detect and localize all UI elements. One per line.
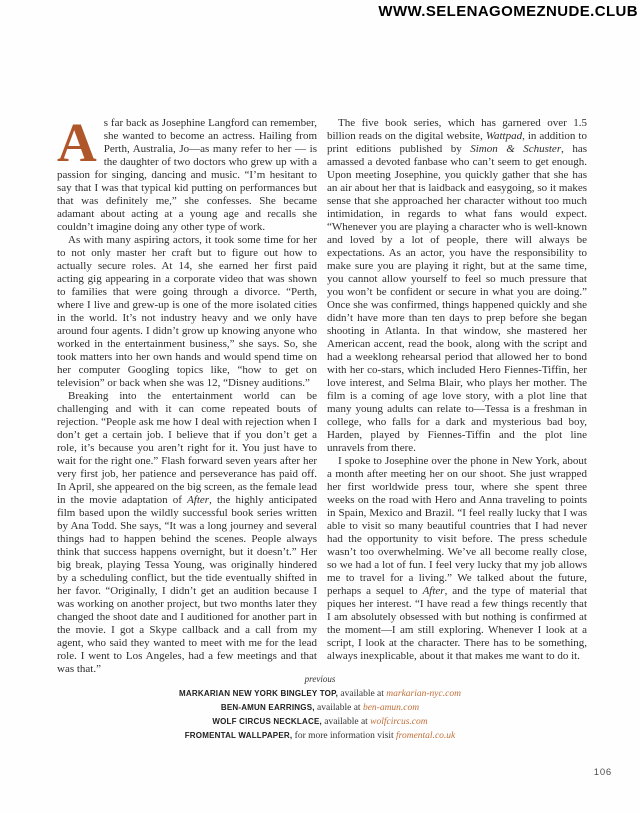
credit-link: markarian-nyc.com <box>386 688 461 699</box>
text-run: I spoke to Josephine over the phone in New York, about a month after meeting her on our shoot. She just wrapped her first worldwide press tour, where she spent three weeks on the road with Hero and Anna traveling to points in Spain, Mexico and Brazil. “I feel really lucky that I was able to visit so many beautiful countries that I had never had the opportunity to visit before. The press schedule wasn’t too overwhelming. We’ve all become really close, so we had a lot of fun. I feel very lucky that my job allows me to travel for a living.” We talked about the future, perhaps a sequel to <box>327 455 587 597</box>
right-column <box>327 117 587 676</box>
watermark-text: WWW.SELENAGOMEZNUDE.CLUB <box>378 3 638 20</box>
italic-text-run: Wattpad <box>485 130 523 142</box>
credit-line <box>0 701 640 715</box>
credit-link: wolfcircus.com <box>370 716 428 727</box>
italic-text-run: After <box>422 585 445 597</box>
text-run: Breaking into the entertainment world can be challenging and with it can come repeated bouts of rejection. “People ask me how I deal with rejection when I don’t get a certain job. I believe that if you don’t get a role, it’s because you aren’t right for it. You just have to wait for the right one.” Flash forward seven years after her very first job, her patience and perseverance has paid off. In April, she appeared on the big screen, as the female lead in the movie adaptation of <box>57 390 317 506</box>
credit-text: available at <box>314 702 363 713</box>
text-run: , and the type of material that piques her interest. “I have read a few things recently that I am absolutely obsessed with but nothing is confirmed at the moment—I am still exploring. Whenever I look at a script, I look at the character. There has to be something, always inexplicable, about it that makes me want to do it. <box>327 585 588 662</box>
page-number: 106 <box>593 767 612 778</box>
credit-item-name: FROMENTAL WALLPAPER, <box>184 730 293 740</box>
credit-text: available at <box>338 688 387 699</box>
text-run: The five book series, which has garnered over 1.5 billion reads on the digital website, <box>327 117 587 142</box>
credit-text: for more information visit <box>292 730 396 741</box>
paragraph <box>327 117 587 455</box>
credit-line <box>0 729 640 743</box>
text-run: s far back as Josephine Langford can remember, she wanted to become an actress. Hailing from Perth, Australia, Jo—as many refer to her — is the daughter of two doctors who grew up with a passion for singing, dancing and music. “I’m hesitant to say that I was that typical kid putting on performances but that was definitely me,” she confesses. She became adamant about acting at a young age and recalls she couldn’t imagine doing any other type of work. <box>57 117 317 233</box>
credit-line <box>0 687 640 701</box>
credits-block <box>0 673 640 743</box>
text-run: As with many aspiring actors, it took some time for her to not only master her craft but to figure out how to actually secure roles. At 14, she earned her first paid acting gig appearing in a corporate video that was shown to families that were going through a divorce. “Perth, where I live and grew-up is one of the more isolated cities in the world. It’s not industry heavy and we only have around four agents. I didn’t grow up knowing anyone who worked in the entertainment business,” she says. So, she took matters into her own hands and would spend time on her computer Googling topics like, “how to get on television” or back when she was 12, “Disney auditions.” <box>57 234 317 389</box>
text-run: , the highly anticipated film based upon the wildly successful book series written by Ana Todd. She says, “It was a long journey and several things had to happen behind the scenes. People always think that success happens overnight, but it doesn’t.” Her big break, playing Tessa Young, was originally hindered by a scheduling conflict, but the tide eventually shifted in her favor. “Originally, I didn’t get an audition because I was working on another project, but two months later they changed the shoot date and I auditioned for another part in the movie. I got a Skype callback and a call from my agent, who said they wanted to meet with me for the lead role. I went to Los Angeles, had a few meetings and that was that.” <box>57 494 317 675</box>
credit-item-name: BEN-AMUN EARRINGS, <box>220 702 315 712</box>
italic-text-run: Simon & Schuster <box>470 143 562 155</box>
paragraph <box>57 390 317 676</box>
article-body <box>57 112 588 676</box>
credit-item-name: WOLF CIRCUS NECKLACE, <box>212 716 322 726</box>
text-run: , has amassed a devoted fanbase who can’t seem to get enough. Upon meeting Josephine, you quickly gather that she has an air about her that is laidback and easygoing, so it makes sense that she approached her character without too much intimidation, in regards to what fans would expect. “Whenever you are playing a character who is well-known and loved by a lot of people, there will always be expectations. As an actor, you have the responsibility to make sure you are playing it right, but at the same time, you cannot allow yourself to feel so much pressure that you won’t be confident or secure in what you are doing.” Once she was confirmed, things happened quickly and she didn’t have more than ten days to prep before she began shooting in Atlanta. In that window, she mastered her American accent, read the book, along with the script and had a weeklong rehearsal period that allowed her to bond with her co-stars, which included Hero Fiennes-Tiffin, her love interest, and Selma Blair, who plays her mother. The film is a coming of age love story, with a plot line that many young adults can relate to—Tessa is a freshman in college, who falls for a dark and mysterious bad boy, Harden, played by Fiennes-Tiffin and the plot line unravels from there. <box>327 143 587 454</box>
credit-line <box>0 715 640 729</box>
credit-item-name: MARKARIAN NEW YORK BINGLEY TOP, <box>179 688 339 698</box>
paragraph <box>327 455 587 663</box>
text-run: , in addition to print editions published by <box>327 130 587 155</box>
italic-text-run: After <box>187 494 210 506</box>
drop-cap: A <box>57 112 97 173</box>
credit-link: ben-amun.com <box>362 702 420 713</box>
credit-text: available at <box>321 716 371 727</box>
paragraph <box>57 234 317 390</box>
credit-link: fromental.co.uk <box>395 730 456 741</box>
paragraph <box>57 112 317 234</box>
credits-previous-label: previous <box>304 674 336 684</box>
left-column <box>57 112 317 676</box>
